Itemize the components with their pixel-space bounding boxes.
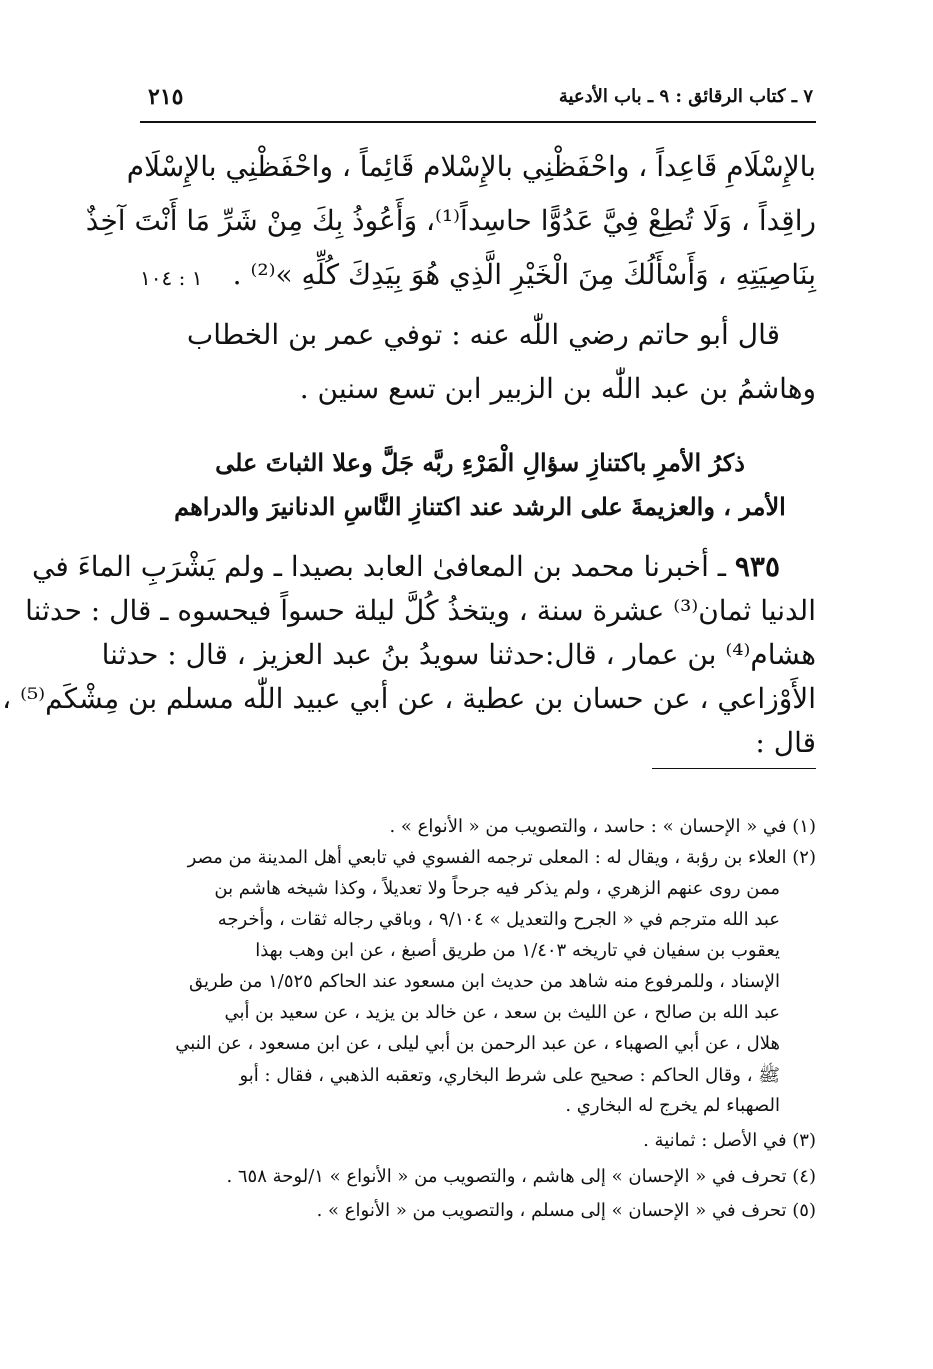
footnote-2: (٢) العلاء بن رؤبة ، ويقال له : المعلى ترجمه الفسوي في تابعي أهل المدينة من مصر (187, 847, 816, 868)
abu-hatim-line: قال أبو حاتم رضي اللّٰه عنه : توفي عمر بن الخطاب (186, 318, 780, 351)
chapter-heading-line: الأمر ، والعزيمةَ على الرشد عند اكتنازِ النَّاسِ الدنانيرَ والدراهم (174, 492, 786, 521)
hadith-first-line (31, 550, 780, 583)
hadith-line: الأَوْزاعي ، عن حسان بن عطية ، عن أبي عبيد اللّٰه مسلم بن مِشْكَم⁽⁵⁾ ، (2, 682, 816, 715)
footnote-2-line: عبد الله مترجم في « الجرح والتعديل » ٩/١٠٤ ، وباقي رجاله ثقات ، وأخرجه (217, 909, 780, 930)
hadith-number: ٩٣٥ (734, 550, 780, 583)
dua-line: راقِداً ، وَلَا تُطِعْ فِيَّ عَدُوًّا حاسِداً⁽¹⁾، وَأَعُوذُ بِكَ مِنْ شَرِّ مَا أَنْتَ آخِذٌ (85, 204, 816, 237)
running-header (148, 84, 813, 120)
hadith-line: ـ أخبرنا محمد بن المعافىٰ العابد بصيدا ـ ولم يَشْرَبِ الماءَ في (31, 550, 726, 583)
hadith-line: الدنيا ثمان⁽³⁾ عشرة سنة ، ويتخذُ كُلَّ ليلة حسواً فيحسوه ـ قال : حدثنا (25, 594, 816, 627)
chapter-heading-line: ذكرُ الأمرِ باكتنازِ سؤالِ الْمَرْءِ ربَّه جَلَّ وعلا الثباتَ على (215, 448, 745, 477)
footnote-5: (٥) تحرف في « الإحسان » إلى مسلم ، والتصويب من « الأنواع » . (316, 1200, 816, 1221)
dua-line: بالإِسْلَامِ قَاعِداً ، واحْفَظْنِي بالإِسْلام قَائِماً ، واحْفَظْنِي بالإِسْلَام (126, 150, 816, 183)
footnote-2-line: يعقوب بن سفيان في تاريخه ١/٤٠٣ من طريق أصبغ ، عن ابن وهب بهذا (255, 940, 780, 961)
footnote-2-line: الصهباء لم يخرج له البخاري . (565, 1095, 780, 1116)
abu-hatim-line: وهاشمُ بن عبد اللّٰه بن الزبير ابن تسع سنين . (299, 372, 816, 405)
footnote-4: (٤) تحرف في « الإحسان » إلى هاشم ، والتصويب من « الأنواع » ١/لوحة ٦٥٨ . (226, 1166, 816, 1187)
footnote-3: (٣) في الأصل : ثمانية . (643, 1130, 816, 1151)
footnote-2-line: ممن روى عنهم الزهري ، ولم يذكر فيه جرحاً ولا تعديلاً ، وكذا شيخه هاشم بن (214, 878, 780, 899)
chapter-title: ٧ ـ كتاب الرقائق : ٩ ـ باب الأدعية (558, 86, 813, 107)
page-number: ٢١٥ (148, 84, 184, 110)
footnote-rule (652, 768, 816, 769)
footnote-2-line: عبد الله بن صالح ، عن الليث بن سعد ، عن خالد بن يزيد ، عن سعيد بن أبي (224, 1002, 780, 1023)
footnote-1: (١) في « الإحسان » : حاسد ، والتصويب من « الأنواع » . (389, 816, 816, 837)
hadith-line: هشام⁽⁴⁾ بن عمار ، قال:حدثنا سويدُ بنُ عبد العزيز ، قال : حدثنا (101, 638, 816, 671)
dua-reference: ١ : ١٠٤ (140, 266, 203, 290)
footnote-2-line: ﷺ ، وقال الحاكم : صحيح على شرط البخاري، وتعقبه الذهبي ، فقال : أبو (239, 1065, 780, 1086)
header-rule (140, 121, 816, 123)
footnote-2-line: هلال ، عن أبي الصهباء ، عن عبد الرحمن بن أبي ليلى ، عن ابن مسعود ، عن النبي (175, 1033, 780, 1054)
hadith-line: قال : (755, 726, 816, 759)
footnote-2-line: الإسناد ، وللمرفوع منه شاهد من حديث ابن مسعود عند الحاكم ١/٥٢٥ من طريق (189, 971, 780, 992)
dua-line: بِنَاصِيَتِهِ ، وَأَسْأَلُكَ مِنَ الْخَيْرِ الَّذِي هُوَ بِيَدِكَ كُلِّهِ »⁽²⁾ . (232, 258, 816, 291)
